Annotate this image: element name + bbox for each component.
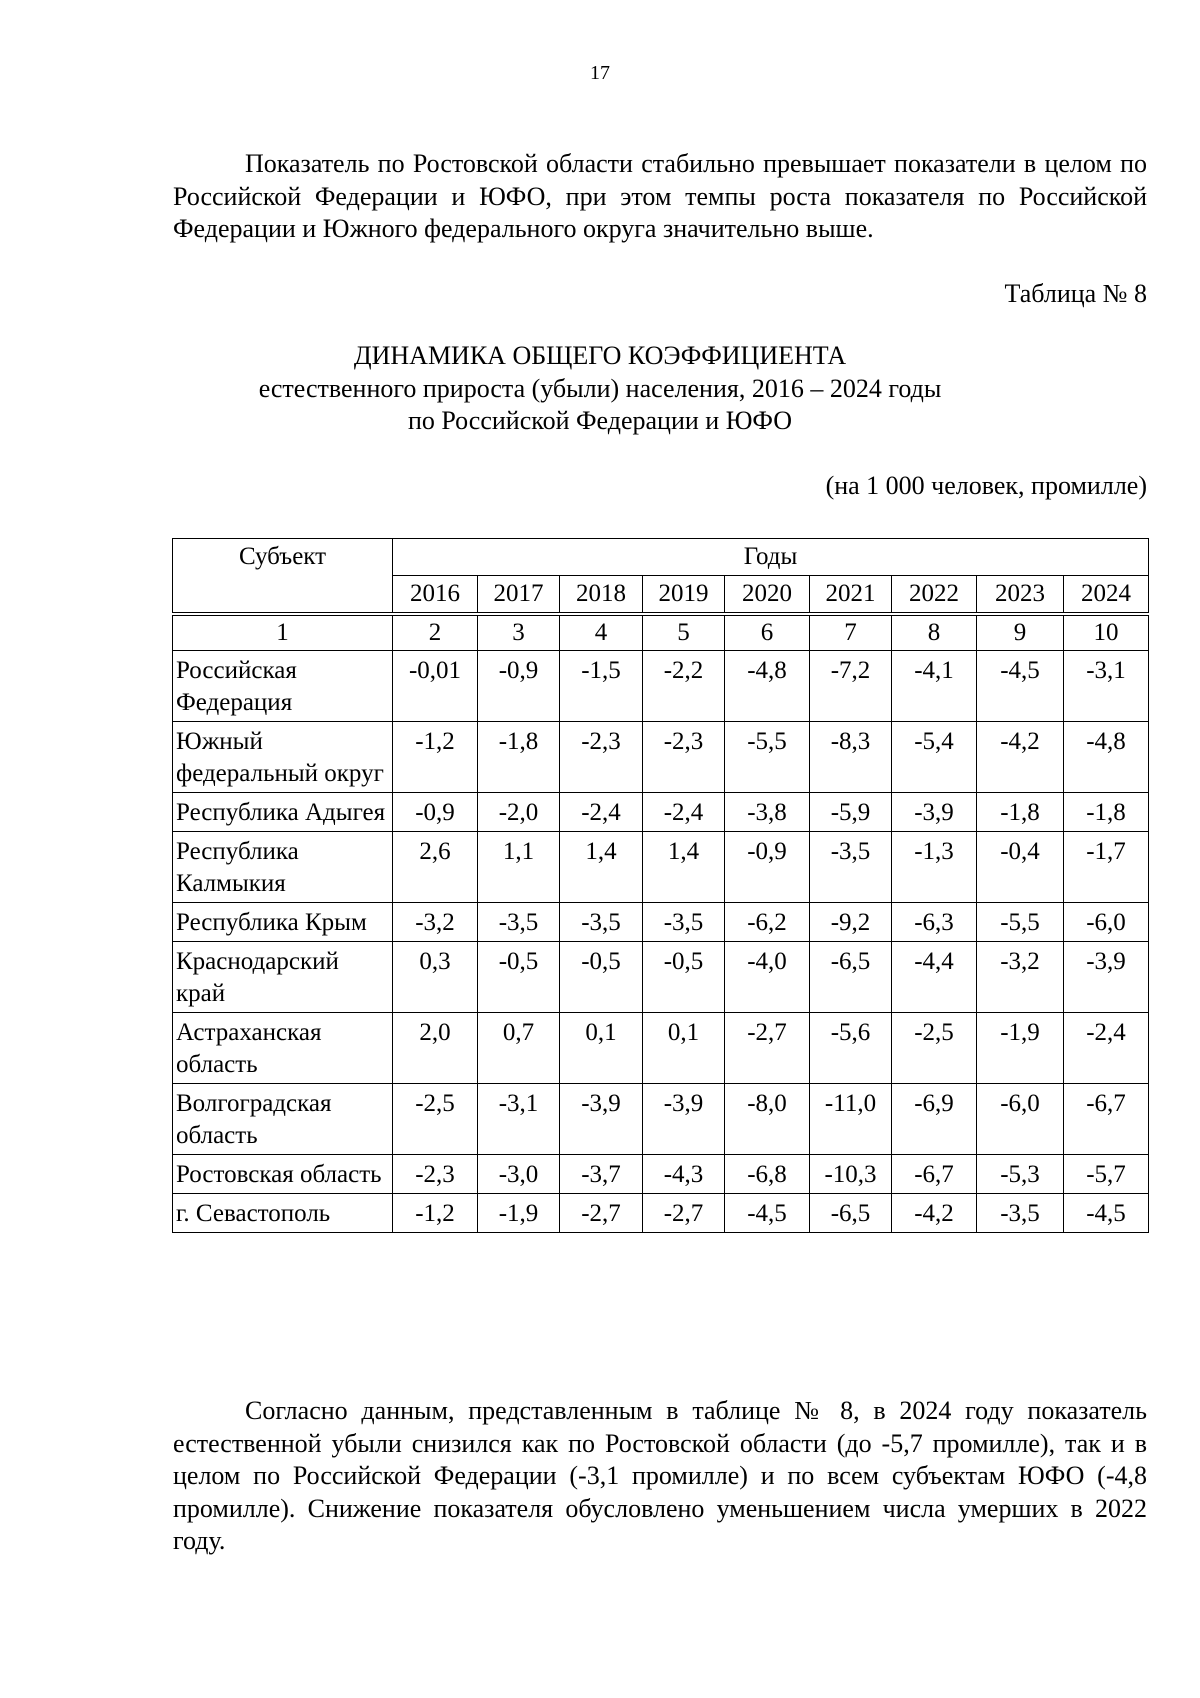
year-header: 2023 bbox=[977, 576, 1064, 615]
value-cell: -5,6 bbox=[810, 1013, 892, 1084]
value-cell: -1,7 bbox=[1064, 832, 1149, 903]
value-cell: -0,9 bbox=[725, 832, 810, 903]
value-cell: -6,5 bbox=[810, 1194, 892, 1233]
column-number: 7 bbox=[810, 614, 892, 651]
subject-cell: Ростовская область bbox=[173, 1155, 393, 1194]
value-cell: -2,4 bbox=[560, 793, 643, 832]
value-cell: -6,0 bbox=[1064, 903, 1149, 942]
value-cell: -10,3 bbox=[810, 1155, 892, 1194]
subject-cell: г. Севастополь bbox=[173, 1194, 393, 1233]
value-cell: -3,1 bbox=[1064, 651, 1149, 722]
value-cell: -8,3 bbox=[810, 722, 892, 793]
table-row bbox=[173, 1084, 1149, 1155]
subject-cell: Волгоградская область bbox=[173, 1084, 393, 1155]
value-cell: -2,5 bbox=[393, 1084, 478, 1155]
subject-cell: Республика Крым bbox=[173, 903, 393, 942]
value-cell: -3,9 bbox=[892, 793, 977, 832]
value-cell: -2,7 bbox=[643, 1194, 725, 1233]
value-cell: -1,8 bbox=[977, 793, 1064, 832]
value-cell: -2,3 bbox=[560, 722, 643, 793]
value-cell: -1,9 bbox=[478, 1194, 560, 1233]
years-header: Годы bbox=[393, 539, 1149, 576]
table-title bbox=[0, 340, 1200, 438]
subject-header: Субъект bbox=[173, 539, 393, 615]
value-cell: -1,3 bbox=[892, 832, 977, 903]
value-cell: -0,9 bbox=[393, 793, 478, 832]
value-cell: -2,7 bbox=[560, 1194, 643, 1233]
table-row bbox=[173, 1013, 1149, 1084]
value-cell: -4,1 bbox=[892, 651, 977, 722]
column-number: 6 bbox=[725, 614, 810, 651]
value-cell: -1,8 bbox=[478, 722, 560, 793]
value-cell: -3,5 bbox=[643, 903, 725, 942]
value-cell: -3,2 bbox=[977, 942, 1064, 1013]
value-cell: -5,9 bbox=[810, 793, 892, 832]
value-cell: -11,0 bbox=[810, 1084, 892, 1155]
table-title-line-1: ДИНАМИКА ОБЩЕГО КОЭФФИЦИЕНТА bbox=[353, 341, 847, 370]
value-cell: -4,0 bbox=[725, 942, 810, 1013]
table-row bbox=[173, 942, 1149, 1013]
value-cell: -1,5 bbox=[560, 651, 643, 722]
year-header: 2024 bbox=[1064, 576, 1149, 615]
year-header: 2018 bbox=[560, 576, 643, 615]
value-cell: -7,2 bbox=[810, 651, 892, 722]
value-cell: 1,4 bbox=[643, 832, 725, 903]
value-cell: -5,7 bbox=[1064, 1155, 1149, 1194]
value-cell: -1,9 bbox=[977, 1013, 1064, 1084]
table-row bbox=[173, 903, 1149, 942]
value-cell: -2,3 bbox=[643, 722, 725, 793]
table-title-line-3: по Российской Федерации и ЮФО bbox=[407, 406, 793, 435]
value-cell: -2,4 bbox=[1064, 1013, 1149, 1084]
data-table bbox=[172, 538, 1149, 1233]
value-cell: -3,5 bbox=[977, 1194, 1064, 1233]
value-cell: -6,3 bbox=[892, 903, 977, 942]
year-header: 2019 bbox=[643, 576, 725, 615]
value-cell: -1,2 bbox=[393, 722, 478, 793]
value-cell: -3,1 bbox=[478, 1084, 560, 1155]
value-cell: -6,8 bbox=[725, 1155, 810, 1194]
table-row bbox=[173, 793, 1149, 832]
year-header: 2017 bbox=[478, 576, 560, 615]
subject-cell: Краснодарский край bbox=[173, 942, 393, 1013]
conclusion-paragraph bbox=[173, 1395, 1147, 1558]
subject-cell: Российская Федерация bbox=[173, 651, 393, 722]
subject-cell: Южный федеральный округ bbox=[173, 722, 393, 793]
subject-cell: Астраханская область bbox=[173, 1013, 393, 1084]
column-number: 4 bbox=[560, 614, 643, 651]
value-cell: -5,4 bbox=[892, 722, 977, 793]
value-cell: -9,2 bbox=[810, 903, 892, 942]
intro-paragraph bbox=[173, 148, 1147, 246]
column-number: 8 bbox=[892, 614, 977, 651]
value-cell: 1,4 bbox=[560, 832, 643, 903]
year-header: 2021 bbox=[810, 576, 892, 615]
value-cell: -6,2 bbox=[725, 903, 810, 942]
value-cell: -3,5 bbox=[810, 832, 892, 903]
value-cell: 0,3 bbox=[393, 942, 478, 1013]
table-row bbox=[173, 832, 1149, 903]
value-cell: -3,5 bbox=[560, 903, 643, 942]
value-cell: -3,9 bbox=[560, 1084, 643, 1155]
value-cell: -2,7 bbox=[725, 1013, 810, 1084]
value-cell: -0,5 bbox=[560, 942, 643, 1013]
units-note: (на 1 000 человек, промилле) bbox=[825, 471, 1147, 500]
table-row bbox=[173, 1194, 1149, 1233]
value-cell: -4,5 bbox=[1064, 1194, 1149, 1233]
value-cell: -6,0 bbox=[977, 1084, 1064, 1155]
value-cell: -6,7 bbox=[892, 1155, 977, 1194]
value-cell: -0,5 bbox=[478, 942, 560, 1013]
subject-cell: Республика Адыгея bbox=[173, 793, 393, 832]
value-cell: -5,5 bbox=[725, 722, 810, 793]
year-header: 2022 bbox=[892, 576, 977, 615]
value-cell: -4,2 bbox=[892, 1194, 977, 1233]
value-cell: -2,4 bbox=[643, 793, 725, 832]
value-cell: -0,9 bbox=[478, 651, 560, 722]
value-cell: 1,1 bbox=[478, 832, 560, 903]
value-cell: -4,5 bbox=[725, 1194, 810, 1233]
column-number: 1 bbox=[173, 614, 393, 651]
value-cell: -3,8 bbox=[725, 793, 810, 832]
value-cell: -4,4 bbox=[892, 942, 977, 1013]
subject-cell: Республика Калмыкия bbox=[173, 832, 393, 903]
value-cell: -3,5 bbox=[478, 903, 560, 942]
value-cell: -2,3 bbox=[393, 1155, 478, 1194]
value-cell: -4,8 bbox=[725, 651, 810, 722]
table-row bbox=[173, 1155, 1149, 1194]
value-cell: -2,0 bbox=[478, 793, 560, 832]
value-cell: 0,1 bbox=[643, 1013, 725, 1084]
page-number: 17 bbox=[590, 62, 610, 84]
year-header: 2016 bbox=[393, 576, 478, 615]
intro-paragraph-text: Показатель по Ростовской области стабильно превышает показатели в целом по Российской Федерации и ЮФО, при этом темпы роста показателя по Российской Федерации и Южного федерального округа значительно выше. bbox=[173, 149, 1147, 243]
column-number: 3 bbox=[478, 614, 560, 651]
value-cell: -4,5 bbox=[977, 651, 1064, 722]
value-cell: -6,5 bbox=[810, 942, 892, 1013]
year-header: 2020 bbox=[725, 576, 810, 615]
value-cell: 0,1 bbox=[560, 1013, 643, 1084]
column-number: 9 bbox=[977, 614, 1064, 651]
value-cell: 0,7 bbox=[478, 1013, 560, 1084]
value-cell: -0,01 bbox=[393, 651, 478, 722]
column-number: 10 bbox=[1064, 614, 1149, 651]
table-label: Таблица № 8 bbox=[1004, 279, 1147, 308]
column-number: 2 bbox=[393, 614, 478, 651]
value-cell: -0,5 bbox=[643, 942, 725, 1013]
value-cell: 2,0 bbox=[393, 1013, 478, 1084]
value-cell: -3,9 bbox=[1064, 942, 1149, 1013]
value-cell: -3,9 bbox=[643, 1084, 725, 1155]
table-row bbox=[173, 722, 1149, 793]
value-cell: -1,8 bbox=[1064, 793, 1149, 832]
column-numbers-row bbox=[173, 614, 1149, 651]
value-cell: -4,3 bbox=[643, 1155, 725, 1194]
column-number: 5 bbox=[643, 614, 725, 651]
table-row bbox=[173, 651, 1149, 722]
value-cell: -6,9 bbox=[892, 1084, 977, 1155]
value-cell: -5,3 bbox=[977, 1155, 1064, 1194]
value-cell: -6,7 bbox=[1064, 1084, 1149, 1155]
value-cell: -2,2 bbox=[643, 651, 725, 722]
value-cell: -0,4 bbox=[977, 832, 1064, 903]
value-cell: -3,0 bbox=[478, 1155, 560, 1194]
value-cell: -4,2 bbox=[977, 722, 1064, 793]
value-cell: -3,2 bbox=[393, 903, 478, 942]
value-cell: -4,8 bbox=[1064, 722, 1149, 793]
value-cell: -1,2 bbox=[393, 1194, 478, 1233]
table-title-line-2: естественного прироста (убыли) населения, 2016 – 2024 годы bbox=[258, 373, 942, 403]
value-cell: 2,6 bbox=[393, 832, 478, 903]
value-cell: -5,5 bbox=[977, 903, 1064, 942]
conclusion-paragraph-text: Согласно данным, представленным в таблице № 8, в 2024 году показатель естественной убыли снизился как по Ростовской области (до -5,7 промилле), так и в целом по Российской Федерации (-3,1 промилле) и по всем субъектам ЮФО (-4,8 промилле). Снижение показателя обусловлено уменьшением числа умерших в 2022 году. bbox=[173, 1396, 1147, 1555]
value-cell: -8,0 bbox=[725, 1084, 810, 1155]
value-cell: -2,5 bbox=[892, 1013, 977, 1084]
value-cell: -3,7 bbox=[560, 1155, 643, 1194]
